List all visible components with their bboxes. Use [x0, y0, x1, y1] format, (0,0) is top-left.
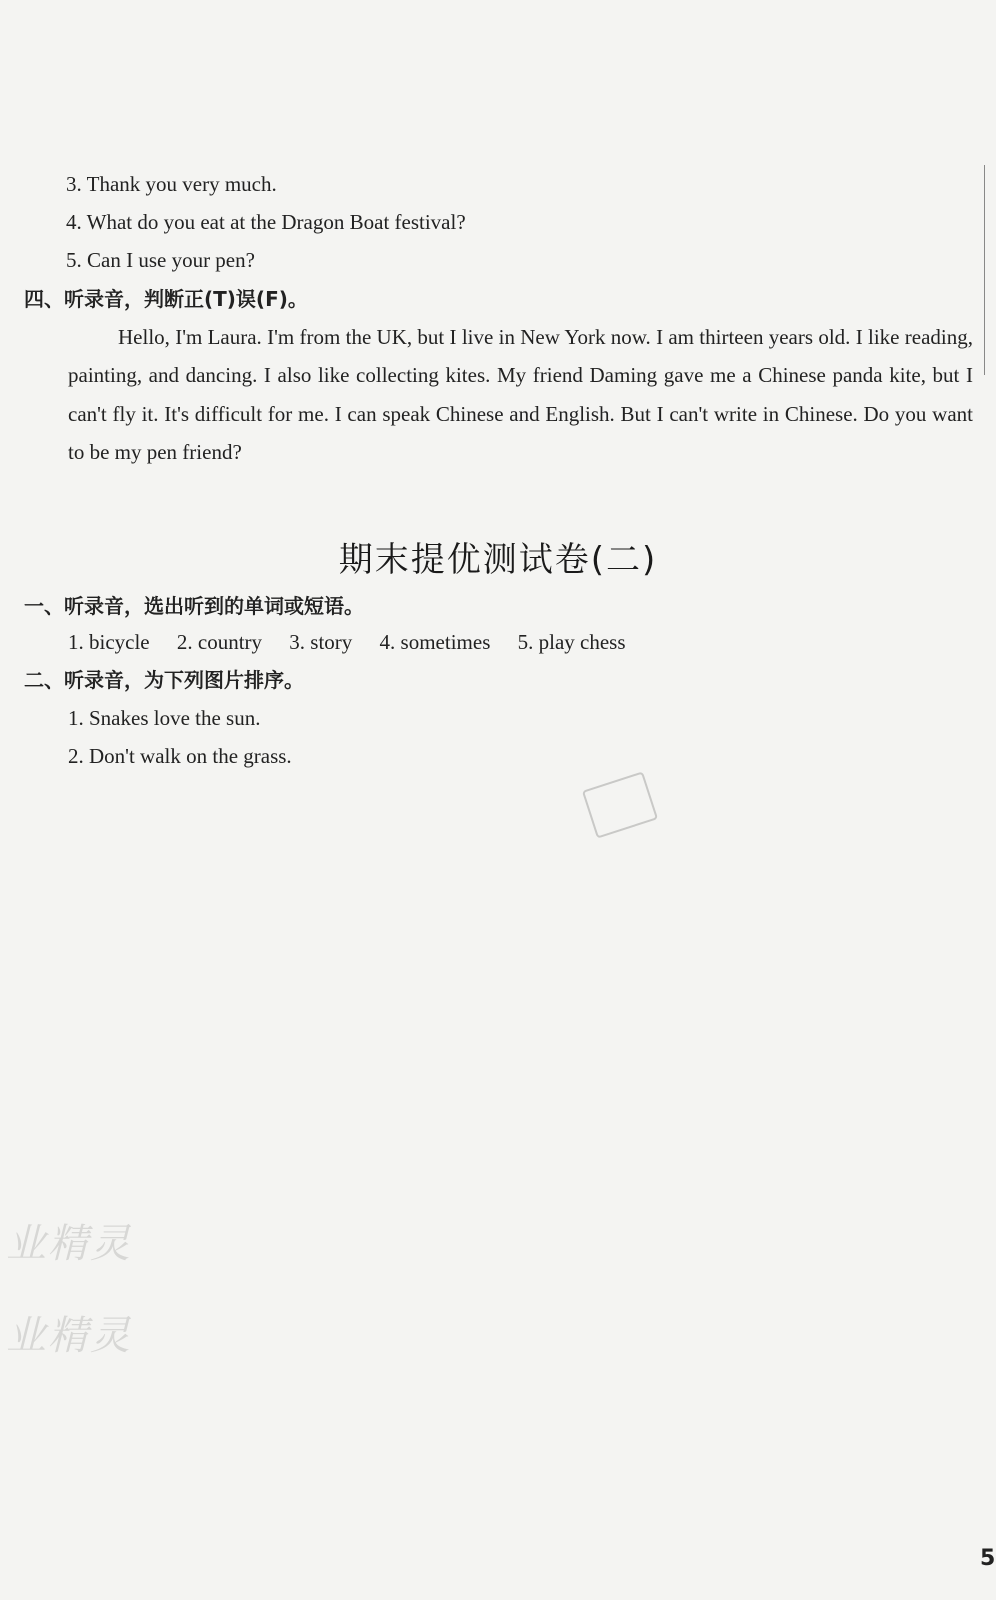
watermark-logo: 业精灵 [6, 1313, 132, 1359]
section-4-heading: 四、听录音，判断正(T)误(F)。 [24, 287, 308, 311]
listening-passage: Hello, I'm Laura. I'm from the UK, but I live in New York now. I am thirteen years old. I like reading, painting, and dancing. I also like collecting kites. My friend Daming gave me a Chinese panda kite, but I can't fly it. It's difficult for me. I can speak Chinese and English. But I can't write in Chinese. Do you want to be my pen friend? [68, 325, 973, 465]
item-4: 4. What do you eat at the Dragon Boat festival? [66, 210, 466, 234]
part-2-item-1: 1. Snakes love the sun. [68, 706, 261, 730]
word-list [68, 628, 648, 656]
faint-stamp-mark [582, 771, 658, 838]
word-item: 1. bicycle [68, 630, 150, 654]
word-item: 2. country [176, 630, 263, 654]
page-edge-rule [984, 165, 985, 375]
part-2-heading: 二、听录音，为下列图片排序。 [24, 668, 304, 692]
word-item: 3. story [289, 630, 353, 654]
item-3: 3. Thank you very much. [66, 172, 277, 196]
test-title: 期末提优测试卷(二) [338, 540, 658, 580]
part-1-heading: 一、听录音，选出听到的单词或短语。 [24, 594, 364, 618]
page-number: 5 [980, 1546, 996, 1571]
word-item: 4. sometimes [379, 630, 491, 654]
word-item: 5. play chess [517, 630, 626, 654]
item-5: 5. Can I use your pen? [66, 248, 255, 272]
part-2-item-2: 2. Don't walk on the grass. [68, 744, 292, 768]
watermark-logo: 业精灵 [6, 1221, 132, 1267]
